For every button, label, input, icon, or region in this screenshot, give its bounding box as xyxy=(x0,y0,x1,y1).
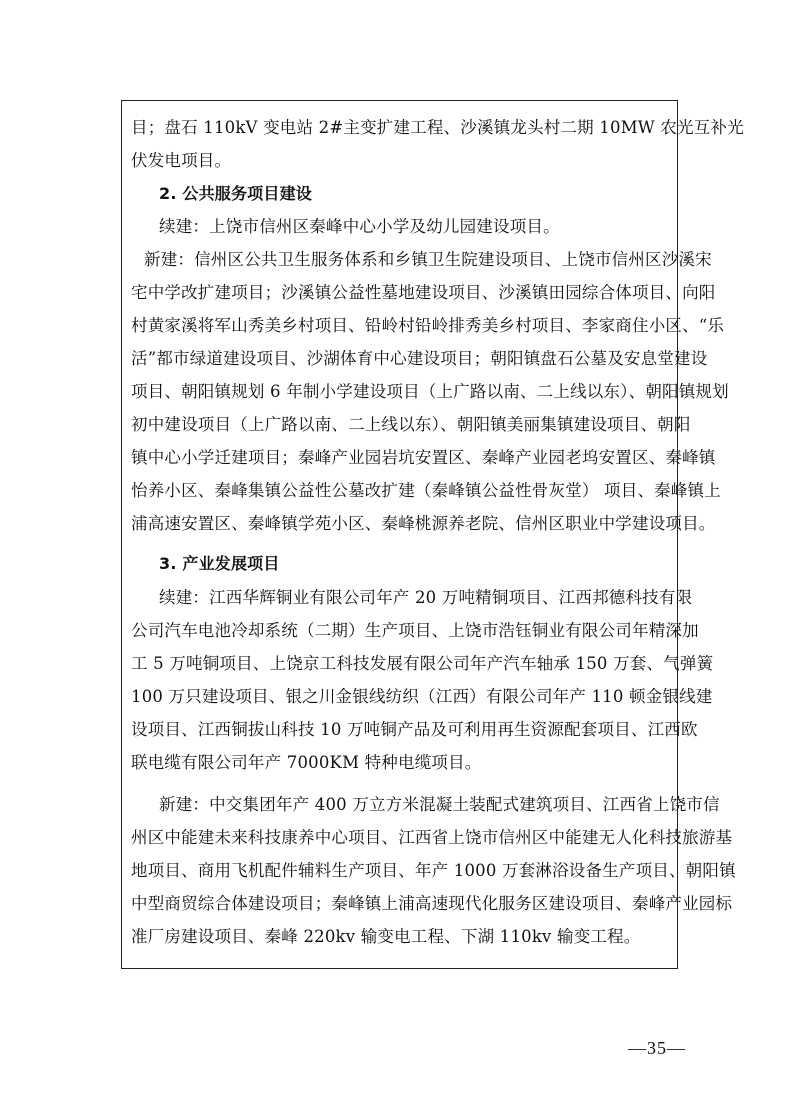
paragraph-line: 新建：信州区公共卫生服务体系和乡镇卫生院建设项目、上饶市信州区沙溪宋 xyxy=(144,250,712,269)
paragraph-line: 设项目、江西铜拔山科技 10 万吨铜产品及可利用再生资源配套项目、江西欧 xyxy=(131,720,698,739)
paragraph-line: 项目、朝阳镇规划 6 年制小学建设项目（上广路以南、二上线以东）、朝阳镇规划 xyxy=(131,382,729,401)
paragraph-line: 联电缆有限公司年产 7000KM 特种电缆项目。 xyxy=(131,753,482,772)
paragraph-line: 续建：江西华辉铜业有限公司年产 20 万吨精铜项目、江西邦德科技有限 xyxy=(159,588,693,607)
paragraph-line: 地项目、商用飞机配件辅料生产项目、年产 1000 万套淋浴设备生产项目、朝阳镇 xyxy=(131,861,736,880)
paragraph-line: 活”都市绿道建设项目、沙湖体育中心建设项目；朝阳镇盘石公墓及安息堂建设 xyxy=(131,349,708,368)
paragraph-line: 中型商贸综合体建设项目；秦峰镇上浦高速现代化服务区建设项目、秦峰产业园标 xyxy=(131,894,733,913)
paragraph-line: 州区中能建未来科技康养中心项目、江西省上饶市信州区中能建无人化科技旅游基 xyxy=(131,828,733,847)
paragraph-line: 新建：中交集团年产 400 万立方米混凝土装配式建筑项目、江西省上饶市信 xyxy=(159,795,720,814)
paragraph-line: 村黄家溪将军山秀美乡村项目、铅岭村铅岭排秀美乡村项目、李家商住小区、“乐 xyxy=(131,316,725,335)
paragraph-line: 公司汽车电池冷却系统（二期）生产项目、上饶市浩钰铜业有限公司年精深加 xyxy=(131,621,699,640)
document-body xyxy=(131,111,744,953)
paragraph-line: 镇中心小学迁建项目；秦峰产业园岩坑安置区、秦峰产业园老坞安置区、秦峰镇 xyxy=(131,448,716,467)
page-number: —35— xyxy=(628,1038,686,1058)
paragraph-line: 目；盘石 110kV 变电站 2#主变扩建工程、沙溪镇龙头村二期 10MW 农光互补光 xyxy=(131,118,744,137)
paragraph-line: 怡养小区、秦峰集镇公益性公墓改扩建（秦峰镇公益性骨灰堂） 项目、秦峰镇上 xyxy=(131,481,721,500)
paragraph-line: 伏发电项目。 xyxy=(131,151,232,170)
paragraph-line: 100 万只建设项目、银之川金银线纺织（江西）有限公司年产 110 顿金银线建 xyxy=(131,687,713,706)
paragraph-line: 准厂房建设项目、秦峰 220kv 输变电工程、下湖 110kv 输变工程。 xyxy=(131,927,641,946)
paragraph-line: 续建：上饶市信州区秦峰中心小学及幼儿园建设项目。 xyxy=(159,217,560,236)
content-frame xyxy=(121,100,744,969)
paragraph-line: 初中建设项目（上广路以南、二上线以东）、朝阳镇美丽集镇建设项目、朝阳 xyxy=(131,415,691,434)
section-heading: 3. 产业发展项目 xyxy=(159,554,280,573)
section-heading: 2. 公共服务项目建设 xyxy=(159,184,312,203)
paragraph-line: 浦高速安置区、秦峰镇学苑小区、秦峰桃源养老院、信州区职业中学建设项目。 xyxy=(131,514,716,533)
paragraph-line: 宅中学改扩建项目；沙溪镇公益性墓地建设项目、沙溪镇田园综合体项目、向阳 xyxy=(131,283,716,302)
paragraph-line: 工 5 万吨铜项目、上饶京工科技发展有限公司年产汽车轴承 150 万套、气弹簧 xyxy=(131,654,714,673)
